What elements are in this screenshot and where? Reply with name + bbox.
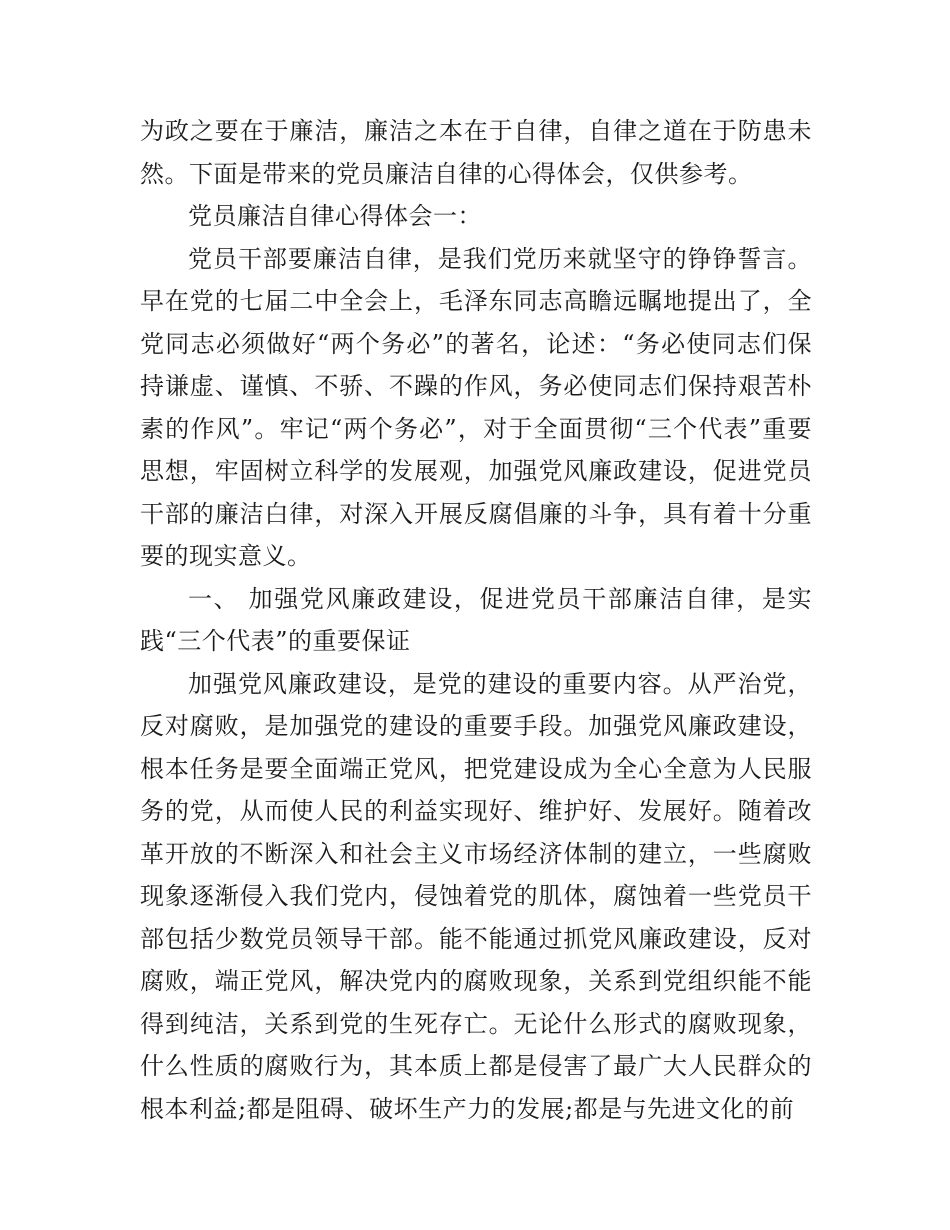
section-heading: 党员廉洁自律心得体会一： — [188, 202, 482, 230]
body-paragraph: 加强党风廉政建设，是党的建设的重要内容。从严治党，反对腐败，是加强党的建设的重要手段。加强党风廉政建设，根本任务是要全面端正党风，把党建设成为全心全意为人民服务的党，从而使人民的利益实现好、维护好、发展好。随着改革开放的不断深入和社会主义市场经济体制的建立，一些腐败现象逐渐侵入我们党内，侵蚀着党的肌体，腐蚀着一些党员干部包括少数党员领导干部。能不能通过抓党风廉政建设，反对腐败，端正党风，解决党内的腐败现象，关系到党组织能不能得到纯洁，关系到党的生死存亡。无论什么形式的腐败现象，什么性质的腐败行为，其本质上都是侵害了最广大人民群众的根本利益;都是阻碍、破坏生产力的发展;都是与先进文化的前 — [140, 669, 812, 1123]
body-paragraph: 党员干部要廉洁自律，是我们党历来就坚守的铮铮誓言。早在党的七届二中全会上，毛泽东同志高瞻远瞩地提出了，全党同志必须做好“两个务必”的著名，论述：“务必使同志们保持谦虚、谨慎、不骄、不躁的作风，务必使同志们保持艰苦朴素的作风”。牢记“两个务必”，对于全面贯彻“三个代表”重要思想，牢固树立科学的发展观，加强党风廉政建设，促进党员干部的廉洁白律，对深入开展反腐倡廉的斗争，具有着十分重要的现实意义。 — [140, 244, 812, 570]
document-body — [140, 110, 812, 1130]
subsection-heading: 一、 加强党风廉政建设，促进党员干部廉洁自律，是实践“三个代表”的重要保证 — [140, 584, 812, 655]
intro-paragraph: 为政之要在于廉洁，廉洁之本在于自律，自律之道在于防患未然。下面是带来的党员廉洁自律的心得体会，仅供参考。 — [140, 117, 812, 188]
